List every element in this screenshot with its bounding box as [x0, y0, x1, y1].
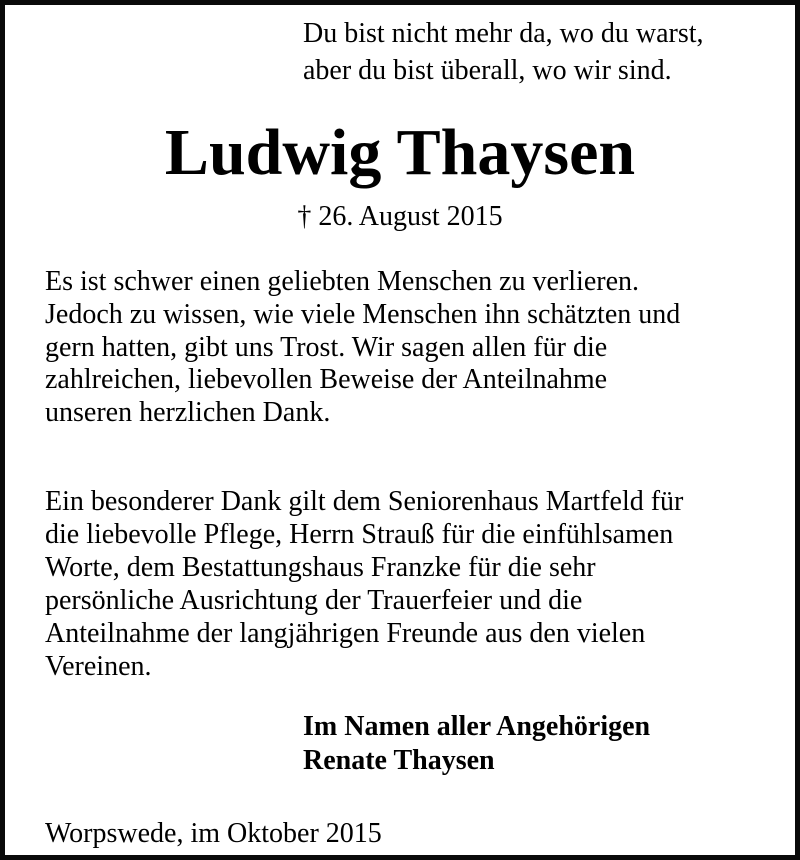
paragraph2-line: Ein besonderer Dank gilt dem Seniorenhaus Martfeld für — [45, 486, 684, 517]
death-date: † 26. August 2015 — [297, 201, 503, 232]
deceased-name: Ludwig Thaysen — [164, 116, 636, 189]
paragraph2-line: Worte, dem Bestattungshaus Franzke für die sehr — [45, 552, 596, 583]
paragraph2-line: die liebevolle Pflege, Herrn Strauß für die einfühlsamen — [45, 519, 674, 550]
paragraph1-line: zahlreichen, liebevollen Beweise der Anteilnahme — [45, 364, 608, 395]
signature-line: Im Namen aller Angehörigen — [303, 711, 651, 742]
paragraph1-line: unseren herzlichen Dank. — [45, 397, 331, 428]
paragraph1-line: Jedoch zu wissen, wie viele Menschen ihn schätzten und — [45, 299, 681, 330]
paragraph1-line: Es ist schwer einen geliebten Menschen zu verlieren. — [45, 266, 640, 297]
place-date: Worpswede, im Oktober 2015 — [45, 818, 382, 849]
motto-line: Du bist nicht mehr da, wo du warst, — [303, 18, 704, 49]
paragraph1-line: gern hatten, gibt uns Trost. Wir sagen allen für die — [45, 332, 608, 363]
paragraph2-line: persönliche Ausrichtung der Trauerfeier und die — [45, 585, 583, 616]
signature-name: Renate Thaysen — [303, 745, 495, 776]
paragraph2-line: Anteilnahme der langjährigen Freunde aus den vielen — [45, 618, 646, 649]
motto-line: aber du bist überall, wo wir sind. — [303, 55, 672, 86]
paragraph2-line: Vereinen. — [45, 651, 152, 682]
